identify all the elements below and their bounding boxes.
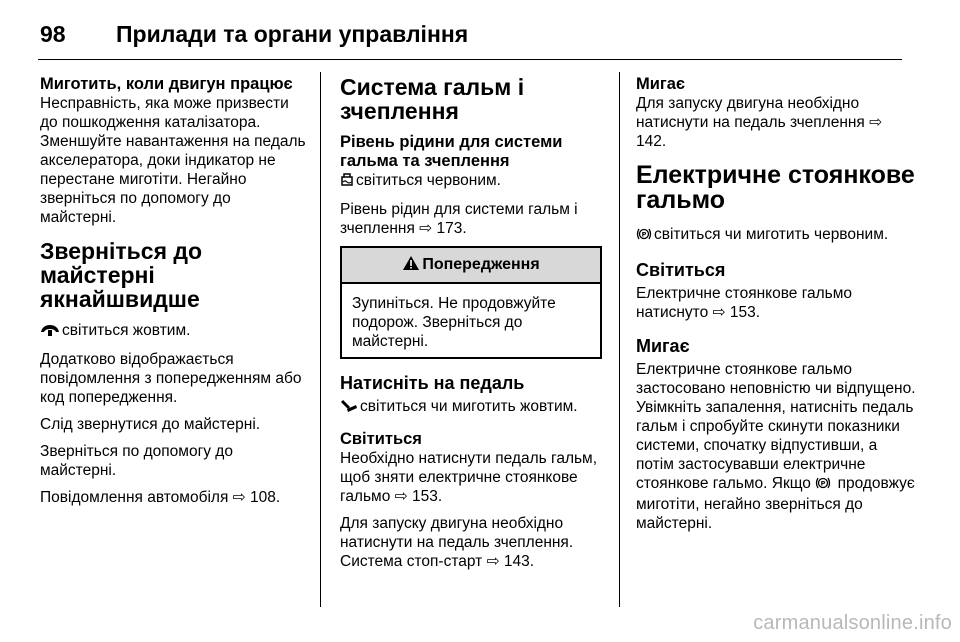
paragraph: P світиться чи миготить червоним. bbox=[636, 225, 916, 246]
page-header bbox=[40, 14, 920, 54]
section-heading: Мигає bbox=[636, 75, 686, 93]
wrench-car-icon bbox=[40, 323, 60, 342]
paragraph: Повідомлення автомобіля ⇨ 108. bbox=[40, 489, 281, 506]
paragraph: світиться чи миготить жовтим. bbox=[340, 397, 602, 418]
svg-text:P: P bbox=[820, 479, 826, 488]
section-title: Зверніться до майстерні якнайшвидше bbox=[40, 238, 203, 312]
page-ref-link[interactable]: 142. bbox=[636, 133, 667, 150]
page-ref-link[interactable]: 173. bbox=[436, 220, 467, 237]
pedal-icon bbox=[340, 399, 358, 418]
section-subtitle: Мигає bbox=[636, 336, 690, 356]
warning-body bbox=[342, 284, 600, 357]
section-heading: Світиться bbox=[340, 430, 422, 448]
column-1 bbox=[40, 75, 308, 515]
page-ref-arrow-icon: ⇨ bbox=[869, 114, 883, 131]
column-3 bbox=[636, 75, 916, 541]
column-2 bbox=[340, 75, 602, 579]
page-title: Прилади та органи управління bbox=[116, 20, 469, 47]
header-rule bbox=[38, 59, 902, 60]
paragraph: Для запуску двигуна необхідно натиснути на педаль зчеплення ⇨ 142. bbox=[636, 95, 883, 150]
section-heading: Рівень рідини для системи гальма та зчеплення bbox=[340, 133, 563, 170]
warning-box bbox=[340, 246, 602, 359]
page-ref-link[interactable]: 153. bbox=[729, 304, 760, 321]
paragraph: Зверніться по допомогу до майстерні. bbox=[40, 443, 233, 479]
paragraph: Необхідно натиснути педаль гальм, щоб зняти електричне стоянкове гальмо ⇨ 153. bbox=[340, 450, 598, 505]
column-divider-1 bbox=[320, 72, 321, 607]
svg-text:P: P bbox=[641, 230, 647, 239]
page-ref-arrow-icon: ⇨ bbox=[394, 488, 408, 505]
section-heading: Миготить, коли двигун працює bbox=[40, 75, 293, 93]
parking-brake-icon bbox=[636, 227, 652, 246]
warning-header bbox=[342, 248, 600, 284]
paragraph: Електричне стоянкове гальмо натиснуто ⇨ 153. bbox=[636, 285, 853, 321]
page-ref-arrow-icon: ⇨ bbox=[712, 304, 726, 321]
page-ref-arrow-icon: ⇨ bbox=[486, 553, 500, 570]
page-ref-link[interactable]: 108. bbox=[249, 489, 281, 506]
page-ref-link[interactable]: 153. bbox=[411, 488, 443, 505]
brake-fluid-icon bbox=[340, 173, 354, 192]
paragraph: Для запуску двигуна необхідно натиснути на педаль зчеплення. Система стоп-старт ⇨ 143. bbox=[340, 515, 574, 570]
page-number: 98 bbox=[40, 20, 66, 47]
section-subtitle: Натисніть на педаль bbox=[340, 373, 525, 393]
page-ref-link[interactable]: 143. bbox=[503, 553, 535, 570]
paragraph: Електричне стоянкове гальмо застосовано неповністю чи відпущено. Увімкніть запалення, натисніть педаль гальм і спробуйте скинути показники системи, спочатку відпустивши, а потім застосувавши електричне стоянкове гальмо. Якщо P продовжує миготіти, негайно зверніться до майстерні. bbox=[636, 361, 916, 532]
warning-title: Попередження bbox=[422, 256, 540, 273]
watermark: carmanualsonline.info bbox=[753, 612, 952, 634]
page-ref-arrow-icon: ⇨ bbox=[232, 489, 246, 506]
paragraph: Рівень рідин для системи гальм і зчеплення ⇨ 173. bbox=[340, 201, 578, 237]
paragraph: світиться червоним. bbox=[340, 171, 602, 192]
paragraph: Слід звернутися до майстерні. bbox=[40, 416, 261, 433]
paragraph: Несправність, яка може призвести до пошкодження каталізатора. Зменшуйте навантаження на педаль акселератора, доки індикатор не перестане миготіти. Негайно зверніться по допомогу до майстерні. bbox=[40, 95, 306, 226]
section-title: Система гальм і зчеплення bbox=[340, 74, 525, 124]
paragraph: світиться жовтим. bbox=[40, 321, 308, 342]
parking-brake-icon bbox=[815, 476, 831, 495]
section-title: Електричне стоянкове гальмо bbox=[636, 161, 915, 214]
column-divider-2 bbox=[619, 72, 620, 607]
paragraph: Додатково відображається повідомлення з попередженням або код попередження. bbox=[40, 351, 302, 406]
page-ref-arrow-icon: ⇨ bbox=[419, 220, 433, 237]
section-subtitle: Світиться bbox=[636, 260, 726, 280]
warning-triangle-icon bbox=[402, 255, 420, 276]
warning-text: Зупиніться. Не продовжуйте подорож. Зверніться до майстерні. bbox=[352, 295, 556, 350]
